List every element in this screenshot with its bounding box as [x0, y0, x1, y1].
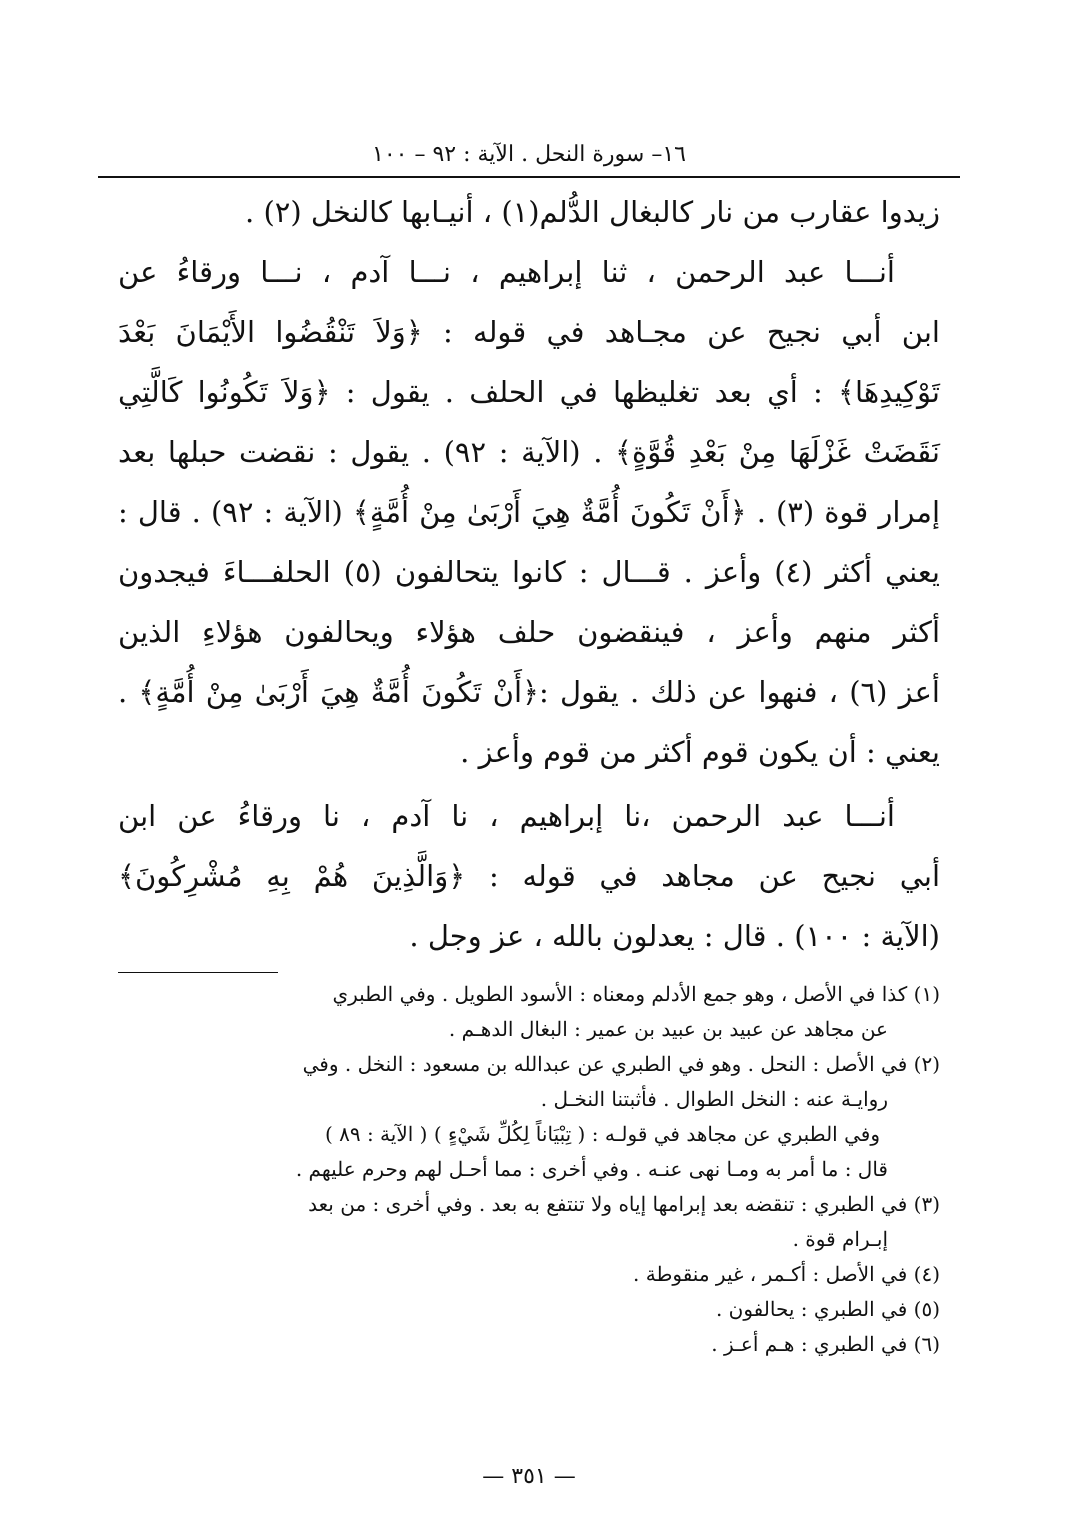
- text-line: يعني : أن يكون قوم أكثر من قوم وأعز .: [460, 735, 940, 769]
- footnotes: [118, 977, 940, 1362]
- footnote-2-continued: روايـة عنه : النخل الطوال . فأثبتنا النخـل .: [540, 1087, 888, 1111]
- document-page: [118, 140, 940, 1500]
- header-rule: [98, 176, 960, 178]
- text-line: أبي نجيح عن مجاهد في قوله : ﴿وَالَّذِينَ هُمْ بِهِ مُشْرِكُونَ﴾: [118, 859, 940, 893]
- footnote-3: (٣) في الطبري : تنقضه بعد إبرامها إياه ولا تنتفع به بعد . وفي أخرى : من بعد: [308, 1192, 940, 1216]
- text-line: ابن أبي نجيح عن مجـاهد في قوله : ﴿وَلاَ تَنْقُضُوا الأَيْمَانَ بَعْدَ: [118, 315, 940, 349]
- footnote-1-continued: عن مجاهد عن عبيد بن عبيد بن عمير : البغال الدهـم .: [448, 1017, 888, 1041]
- footnote-4: (٤) في الأصل : أكـمر ، غير منقوطة .: [633, 1262, 940, 1286]
- footnote-3-continued: إبـرام قوة .: [792, 1227, 888, 1251]
- text-line: زيدوا عقارب من نار كالبغال الدُّلم(١) ، أنيـابها كالنخل (٢) .: [245, 195, 940, 229]
- footnote-5: (٥) في الطبري : يحالفون .: [715, 1297, 940, 1321]
- main-text: [118, 182, 940, 966]
- text-line: إمرار قوة (٣) . ﴿أَنْ تَكُونَ أُمَّةٌ هِيَ أَرْبَىٰ مِنْ أُمَّةٍ﴾ (الآية : ٩٢) . قال :: [118, 495, 941, 529]
- footnote-6: (٦) في الطبري : هـم أعـز .: [711, 1332, 940, 1356]
- page-number: — ٣٥١ —: [482, 1464, 576, 1489]
- text-line: (الآية : ١٠٠) . قال : يعدلون بالله ، عز وجل .: [409, 919, 940, 953]
- text-line: أنـــا عبد الرحمن ،نا إبراهيم ، نا آدم ، نا ورقاءُ عن ابن: [118, 799, 895, 833]
- footnote-2: (٢) في الأصل : النحل . وهو في الطبري عن عبدالله بن مسعود : النخل . وفي: [302, 1052, 940, 1076]
- text-line: نَقَضَتْ غَزْلَهَا مِنْ بَعْدِ قُوَّةٍ﴾ . (الآية : ٩٢) . يقول : نقضت حبلها بعد: [118, 435, 940, 469]
- text-line: تَوْكِيدِهَا﴾ : أي بعد تغليظها في الحلف . يقول : ﴿وَلاَ تَكُونُوا كَالَّتِي: [118, 375, 940, 409]
- text-line: أنـــا عبد الرحمن ، ثنا إبراهيم ، نـــا آدم ، نـــا ورقاءُ عن: [118, 255, 895, 289]
- text-line: يعني أكثر (٤) وأعز . قـــال : كانوا يتحالفون (٥) الحلفـــاءَ فيجدون: [118, 555, 940, 589]
- footnote-2-addendum: وفي الطبري عن مجاهد في قولـه : ( تِبْيَاناً لِكُلِّ شَيْءٍ ) ( الآية : ٨٩ ): [324, 1122, 880, 1146]
- footnote-1: (١) كذا في الأصل ، وهو جمع الأدلم ومعناه : الأسود الطويل . وفي الطبري: [332, 982, 940, 1006]
- running-header: ١٦– سورة النحل . الآية : ٩٢ – ١٠٠: [372, 142, 686, 167]
- footnote-2-addendum-continued: قال : ما أمر به ومـا نهى عنـه . وفي أخرى : مما أحـل لهم وحرم عليهم .: [295, 1157, 888, 1181]
- text-line: أكثر منهم وأعز ، فينقضون حلف هؤلاء ويحالفون هؤلاءِ الذين: [118, 615, 940, 649]
- footnote-rule: [118, 972, 278, 973]
- text-line: أعز (٦) ، فنهوا عن ذلك . يقول :﴿أَنْ تَكُونَ أُمَّةٌ هِيَ أَرْبَىٰ مِنْ أُمَّةٍ﴾ .: [118, 675, 940, 709]
